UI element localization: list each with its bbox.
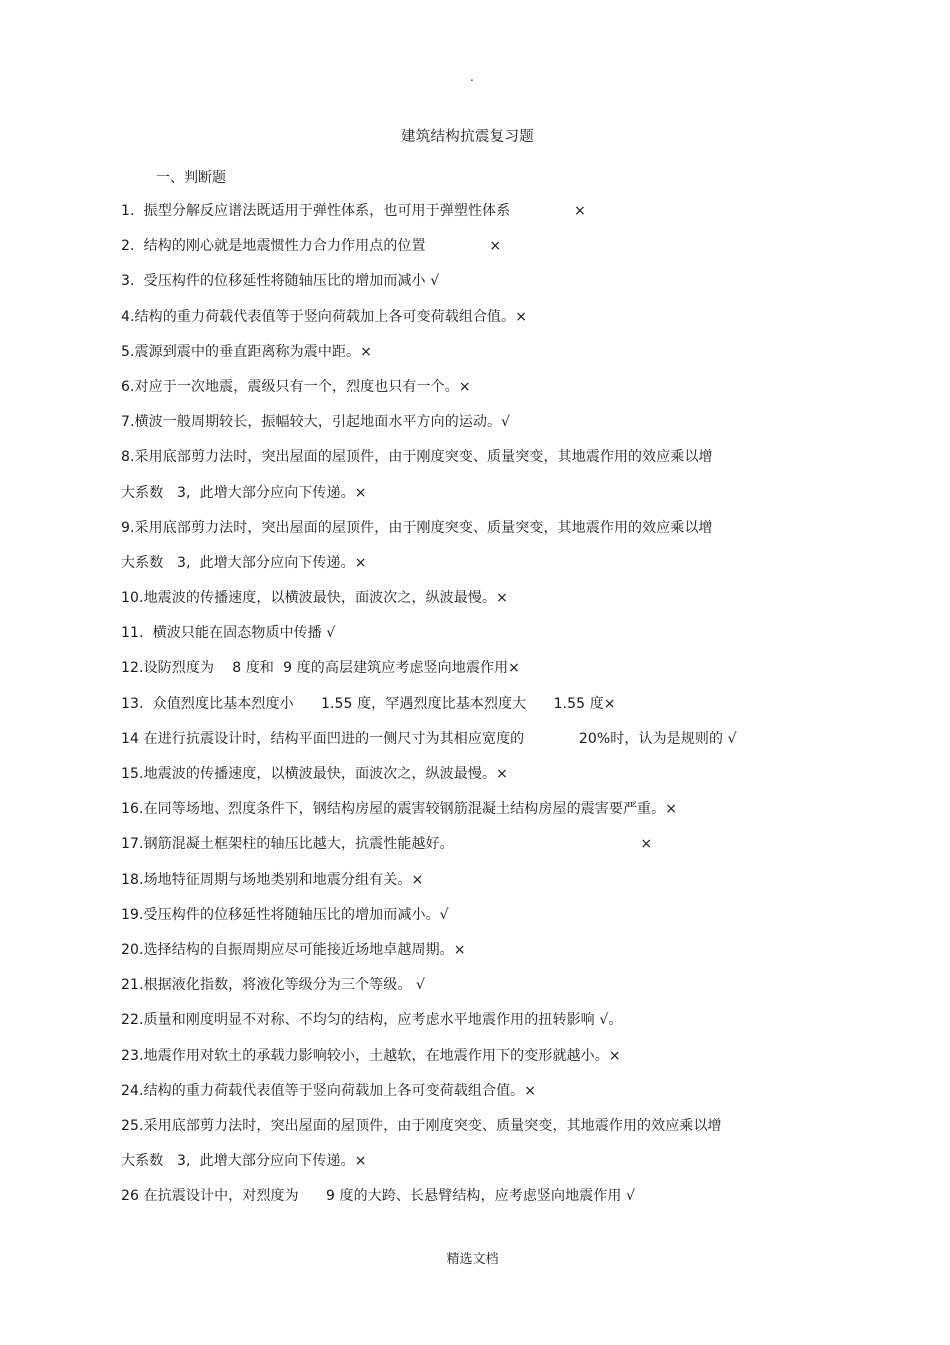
- question-list: [121, 201, 801, 1221]
- question-line-continuation: 大系数 3, 此增大部分应向下传递。×: [121, 484, 367, 501]
- question-line: 11. 横波只能在固态物质中传播 √: [121, 625, 336, 642]
- question-line: 4.结构的重力荷载代表值等于竖向荷载加上各可变荷载组合值。×: [121, 308, 528, 325]
- question-line: 14 在进行抗震设计时，结构平面凹进的一侧尺寸为其相应宽度的 20%时，认为是规则的 √: [121, 730, 737, 747]
- question-line: 3. 受压构件的位移延性将随轴压比的增加而减小 √: [121, 273, 440, 290]
- document-title: 建筑结构抗震复习题: [400, 129, 535, 145]
- question-line: 7.横波一般周期较长，振幅较大，引起地面水平方向的运动。√: [121, 414, 511, 431]
- question-line: 9.采用底部剪力法时，突出屋面的屋顶件，由于刚度突变、质量突变，其地震作用的效应乘以增: [121, 519, 713, 536]
- question-line: 1. 振型分解反应谱法既适用于弹性体系，也可用于弹塑性体系 ×: [121, 203, 586, 219]
- question-line: 17.钢筋混凝土框架柱的轴压比越大，抗震性能越好。 ×: [121, 836, 653, 853]
- section-heading: 一、判断题: [156, 170, 226, 186]
- question-line: 8.采用底部剪力法时，突出屋面的屋顶件，由于刚度突变、质量突变，其地震作用的效应乘以增: [121, 449, 713, 466]
- question-line: 19.受压构件的位移延性将随轴压比的增加而减小。√: [121, 906, 449, 923]
- question-line: 24.结构的重力荷载代表值等于竖向荷载加上各可变荷载组合值。×: [121, 1082, 537, 1099]
- question-line: 21.根据液化指数，将液化等级分为三个等级。 √: [121, 977, 426, 994]
- question-line: 6.对应于一次地震，震级只有一个，烈度也只有一个。×: [121, 378, 471, 395]
- question-line: 10.地震波的传播速度，以横波最快，面波次之，纵波最慢。×: [121, 590, 508, 607]
- question-line: 5.震源到震中的垂直距离称为震中距。×: [121, 343, 372, 360]
- question-line: 13. 众值烈度比基本烈度小 1.55 度，罕遇烈度比基本烈度大 1.55 度×: [121, 695, 616, 712]
- question-line: 23.地震作用对软土的承载力影响较小，土越软，在地震作用下的变形就越小。×: [121, 1047, 621, 1064]
- page-footer: 精选文档: [446, 1252, 499, 1267]
- question-line-continuation: 大系数 3, 此增大部分应向下传递。×: [121, 1153, 367, 1170]
- question-line: 12.设防烈度为 8 度和 9 度的高层建筑应考虑竖向地震作用×: [121, 660, 521, 677]
- question-line: 22.质量和刚度明显不对称、不均匀的结构，应考虑水平地震作用的扭转影响 √。: [121, 1012, 623, 1029]
- question-line: 15.地震波的传播速度，以横波最快，面波次之，纵波最慢。×: [121, 766, 508, 782]
- question-line: 16.在同等场地、烈度条件下，钢结构房屋的震害较钢筋混凝土结构房屋的震害要严重。×: [121, 801, 678, 818]
- question-line: 26 在抗震设计中，对烈度为 9 度的大跨、长悬臂结构，应考虑竖向地震作用 √: [121, 1188, 636, 1205]
- question-line-continuation: 大系数 3, 此增大部分应向下传递。×: [121, 554, 367, 571]
- question-line: 18.场地特征周期与场地类别和地震分组有关。×: [121, 871, 424, 888]
- header-mark: .: [470, 70, 474, 84]
- question-line: 25.采用底部剪力法时，突出屋面的屋顶件，由于刚度突变、质量突变，其地震作用的效应乘以增: [121, 1117, 722, 1134]
- question-line: 20.选择结构的自振周期应尽可能接近场地卓越周期。×: [121, 941, 466, 958]
- question-line: 2. 结构的刚心就是地震惯性力合力作用点的位置 ×: [121, 238, 502, 255]
